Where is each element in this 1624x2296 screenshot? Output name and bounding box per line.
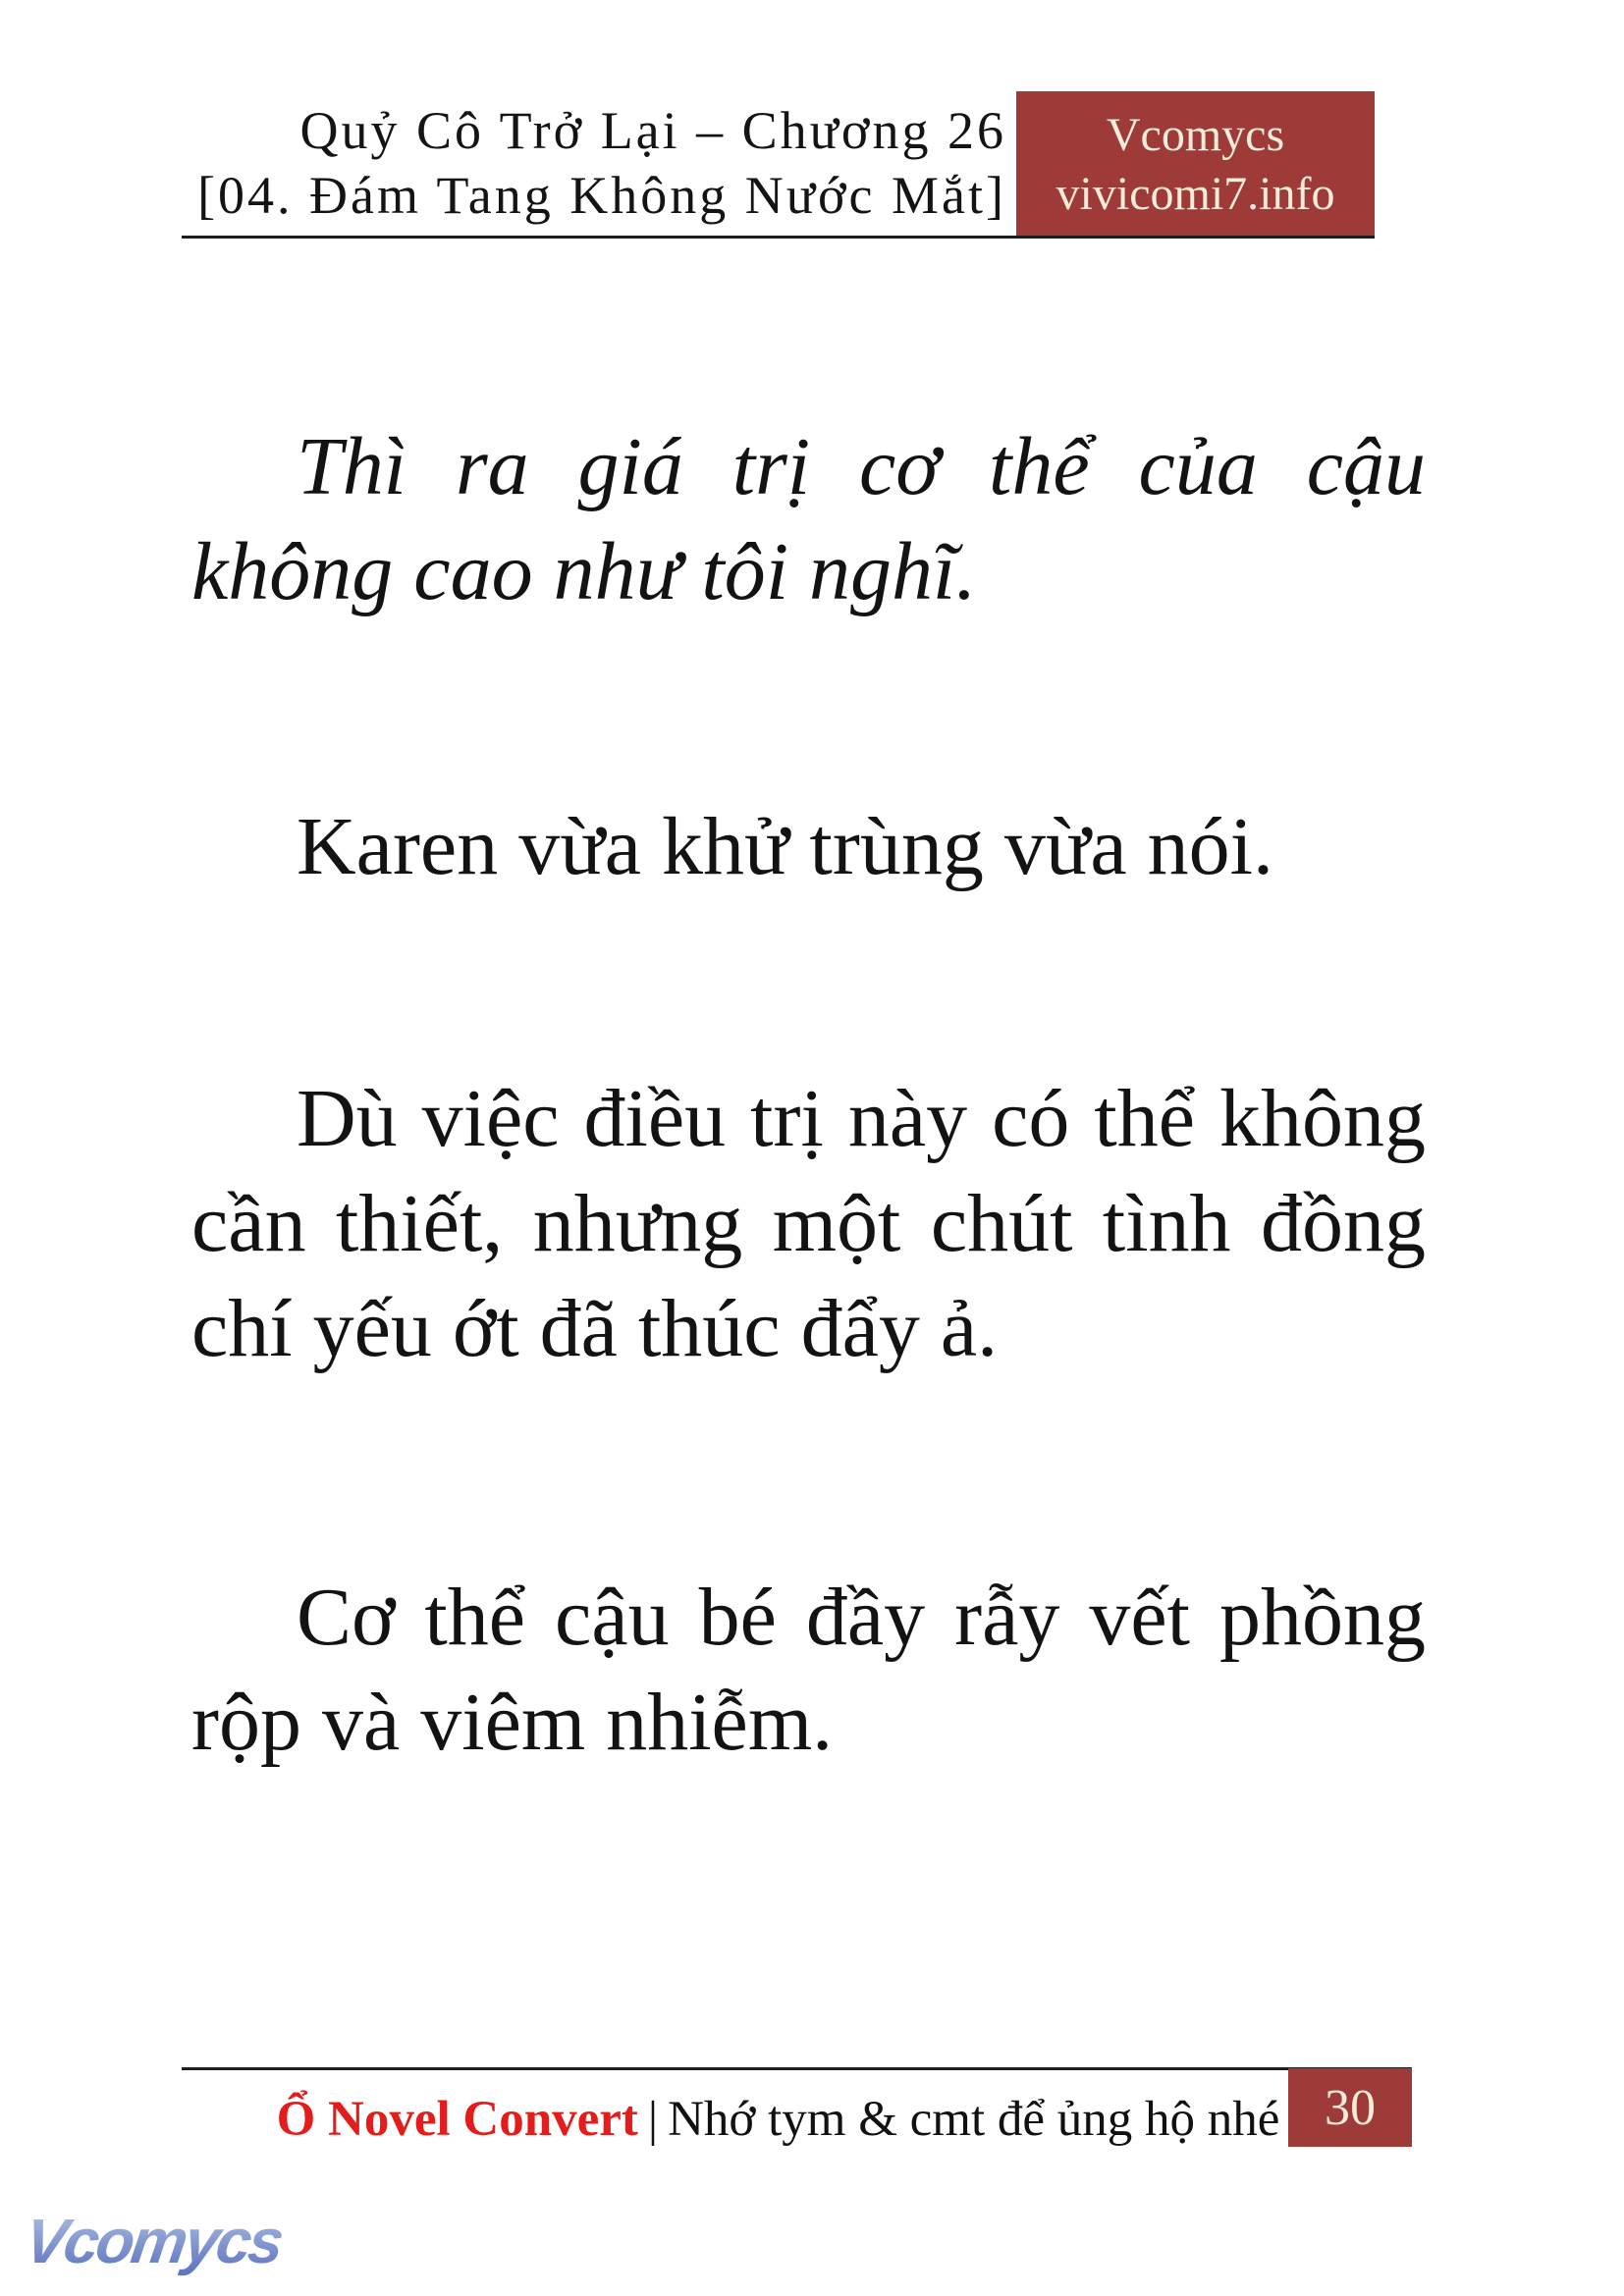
brand-box — [1016, 91, 1375, 238]
chapter-title: Quỷ Cô Trở Lại – Chương 26 — [299, 101, 1006, 160]
brand-name: Vcomycs — [1106, 108, 1285, 161]
footer-divider — [182, 2067, 1412, 2070]
header-divider — [182, 236, 1375, 239]
text-line: cần thiết, nhưng một chút tình đồng — [191, 1178, 1426, 1269]
paragraph — [191, 794, 1426, 899]
vcomycs-logo: Vcomycs — [20, 2206, 287, 2276]
text-line: không cao như tôi nghĩ. — [191, 526, 977, 617]
text-line: Karen vừa khử trùng vừa nói. — [297, 801, 1273, 892]
footer-brand: Ổ Novel Convert — [276, 2092, 638, 2147]
text-line: rộp và viêm nhiễm. — [191, 1677, 834, 1768]
footer-message: Nhớ tym & cmt để ủng hộ nhé — [668, 2092, 1280, 2147]
text-line: chí yếu ớt đã thúc đẩy ả. — [191, 1283, 999, 1374]
page-number: 30 — [1325, 2079, 1376, 2136]
paragraph — [191, 1066, 1426, 1381]
footer-note — [211, 2081, 1345, 2158]
chapter-subtitle: [04. Đám Tang Không Nước Mắt] — [197, 166, 1006, 225]
text-line: Cơ thể cậu bé đầy rẫy vết phồng — [297, 1572, 1426, 1663]
footer-separator: | — [647, 2092, 659, 2147]
chapter-header — [182, 98, 1006, 228]
paragraph — [191, 1565, 1426, 1775]
page-number-badge — [1288, 2068, 1412, 2147]
paragraph — [191, 414, 1426, 624]
text-line: Dù việc điều trị này có thể không — [297, 1073, 1426, 1164]
brand-site-url: vivicomi7.info — [1056, 167, 1335, 220]
text-line: Thì ra giá trị cơ thể của cậu — [297, 421, 1426, 512]
